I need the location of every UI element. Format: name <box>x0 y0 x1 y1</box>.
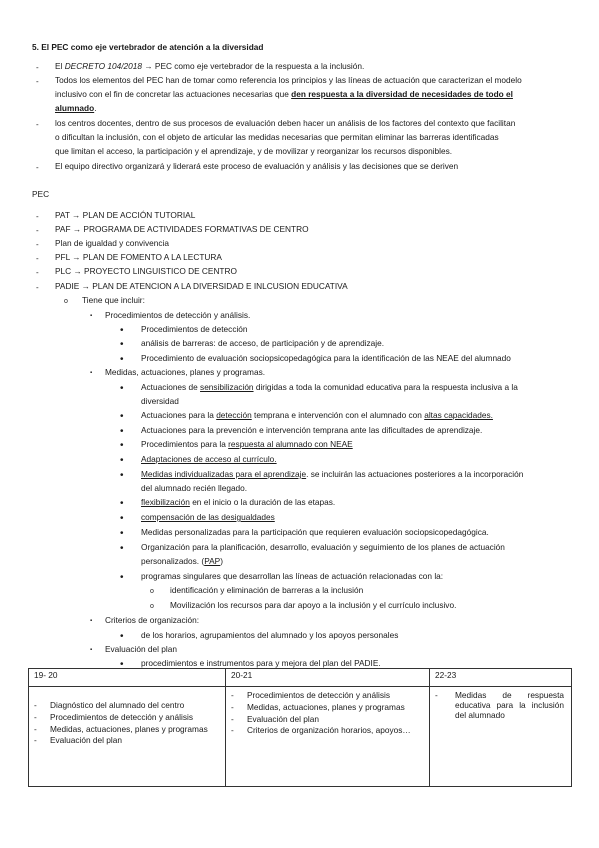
table-cell <box>430 687 572 787</box>
dash-bullet: - <box>36 77 39 86</box>
dash-bullet: - <box>36 240 39 249</box>
timeline-table <box>28 668 572 787</box>
intro-line: El equipo directivo organizará y liderará este proceso de evaluación y análisis y las decisiones que se deriven <box>55 161 459 171</box>
dot-bullet: • <box>120 470 124 481</box>
dash-bullet: - <box>36 283 39 292</box>
plan-item: PADIE → PLAN DE ATENCION A LA DIVERSIDAD E INLCUSION EDUCATIVA <box>55 281 348 291</box>
square-bullet: ▪ <box>90 647 93 653</box>
intro-line: inclusivo con el fin de concretar las actuaciones necesarias que den respuesta a la diversidad de necesidades de todo el <box>55 89 513 99</box>
dash-bullet: - <box>36 212 39 221</box>
list-item: - Diagnóstico del alumnado del centro <box>34 700 185 710</box>
medida-item-cont: personalizados. (PAP) <box>141 556 223 566</box>
medida-item: Adaptaciones de acceso al currículo. <box>141 454 277 464</box>
sub-item: Movilización los recursos para dar apoyo a la inclusión y el currículo inclusivo. <box>170 600 457 610</box>
plan-item: Plan de igualdad y convivencia <box>55 238 169 248</box>
square-bullet: ▪ <box>90 370 93 376</box>
proc-item: Procedimiento de evaluación sociopsicopedagógica para la identificación de las NEAE del alumnado <box>141 353 511 363</box>
plan-item: PLC → PROYECTO LINGUISTICO DE CENTRO <box>55 266 237 276</box>
list-item: - Medidas, actuaciones, planes y programas <box>231 701 405 712</box>
medida-item: Actuaciones para la prevención e intervención temprana ante las dificultades de aprendizaje. <box>141 425 483 435</box>
dash-bullet: - <box>36 163 39 172</box>
medida-item: Medidas individualizadas para el aprendizaje. se incluirán las actuaciones posteriores a la incorporación <box>141 469 524 479</box>
table-header-cell: 20-21 <box>226 669 430 687</box>
medida-item: Actuaciones de sensibilización dirigidas a toda la comunidad educativa para la respuesta inclusiva a la <box>141 382 518 392</box>
proc-item: análisis de barreras: de acceso, de participación y de aprendizaje. <box>141 338 385 348</box>
underlined-term: sensibilización <box>200 382 254 392</box>
dot-bullet: • <box>120 572 124 583</box>
list-item: - Medidas de respuesta educativa para la inclusión del alumnado <box>435 690 564 720</box>
list-item: - Procedimientos de detección y análisis <box>34 711 193 722</box>
criterios-title: Criterios de organización: <box>105 615 200 625</box>
dot-bullet: • <box>120 426 124 437</box>
medida-item-cont: del alumnado recién llegado. <box>141 483 248 493</box>
underlined-term: flexibilización <box>141 497 190 507</box>
plan-item: PAT → PLAN DE ACCIÓN TUTORIAL <box>55 210 196 220</box>
table-header-cell: 19- 20 <box>29 669 226 687</box>
circle-bullet: o <box>150 588 154 595</box>
dot-bullet: • <box>120 354 124 365</box>
underlined-term: Medidas individualizadas para el aprendizaje <box>141 469 307 479</box>
medida-item: Medidas personalizadas para la participación que requieren evaluación sociopsicopedagógica. <box>141 527 489 537</box>
medida-item: compensación de las desigualdades <box>141 512 275 522</box>
dot-bullet: • <box>120 543 124 554</box>
dot-bullet: • <box>120 411 124 422</box>
proc-item: Procedimientos de detección <box>141 324 248 334</box>
dot-bullet: • <box>120 325 124 336</box>
criterios-item: de los horarios, agrupamientos del alumnado y los apoyos personales <box>141 630 399 640</box>
dash-bullet: - <box>36 120 39 129</box>
table-cell <box>29 687 226 787</box>
dot-bullet: • <box>120 631 124 642</box>
medida-item: Organización para la planificación, desarrollo, evaluación y seguimiento de los planes de actuación <box>141 542 505 552</box>
underlined-term: altas capacidades. <box>424 410 493 420</box>
table-header-cell: 22-23 <box>430 669 572 687</box>
decree-reference: DECRETO 104/2018 <box>64 61 143 71</box>
list-item: - Procedimientos de detección y análisis <box>231 690 390 700</box>
table-cell <box>226 687 430 787</box>
emphasis-text: alumnado <box>55 103 95 113</box>
dot-bullet: • <box>120 513 124 524</box>
intro-line: alumnado. <box>55 103 97 113</box>
underlined-term: respuesta al alumnado con NEAE <box>228 439 353 449</box>
circle-bullet: o <box>64 298 68 305</box>
section-title: 5. El PEC como eje vertebrador de atención a la diversidad <box>32 42 264 52</box>
intro-line: los centros docentes, dentro de sus procesos de evaluación deben hacer un análisis de los factores del contexto que facilitan <box>55 118 516 128</box>
dot-bullet: • <box>120 383 124 394</box>
list-item: - Evaluación del plan <box>231 713 319 724</box>
dash-bullet: - <box>36 268 39 277</box>
tiene-heading: Tiene que incluir: <box>82 295 145 305</box>
medida-item: Procedimientos para la respuesta al alumnado con NEAE <box>141 439 353 449</box>
list-item: - Medidas, actuaciones, planes y programas <box>34 723 208 734</box>
circle-bullet: o <box>150 603 154 610</box>
underlined-term: detección <box>216 410 252 420</box>
intro-line: o dificultan la inclusión, con el objeto de articular las medidas necesarias que permitan eliminar las barreras identificadas <box>55 132 499 142</box>
dot-bullet: • <box>120 440 124 451</box>
pec-label: PEC <box>32 189 50 199</box>
emphasis-text: den respuesta a la diversidad de necesidades de todo el <box>291 89 513 99</box>
dot-bullet: • <box>120 339 124 350</box>
list-item: - Evaluación del plan <box>34 735 122 746</box>
dot-bullet: • <box>120 455 124 466</box>
medida-item: programas singulares que desarrollan las líneas de actuación relacionadas con la: <box>141 571 444 581</box>
proc-title: Procedimientos de detección y análisis. <box>105 310 251 320</box>
intro-line: que limitan el acceso, la participación y el aprendizaje, y de movilizar y reorganizar los recursos disponibles. <box>55 146 453 156</box>
square-bullet: ▪ <box>90 313 93 319</box>
medida-item: flexibilización en el inicio o la duración de las etapas. <box>141 497 336 507</box>
dash-bullet: - <box>36 226 39 235</box>
intro-decree-line: El DECRETO 104/2018 → PEC como eje vertebrador de la respuesta a la inclusión. <box>55 61 365 71</box>
underlined-term: PAP <box>204 556 221 566</box>
medidas-title: Medidas, actuaciones, planes y programas. <box>105 367 266 377</box>
medida-item-cont: diversidad <box>141 396 179 406</box>
evaluacion-item: procedimientos e instrumentos para y mejora del plan del PADIE. <box>141 658 381 668</box>
dot-bullet: • <box>120 498 124 509</box>
square-bullet: ▪ <box>90 618 93 624</box>
list-item: - Criterios de organización horarios, apoyos… <box>231 725 411 736</box>
sub-item: identificación y eliminación de barreras a la inclusión <box>170 585 364 595</box>
evaluacion-title: Evaluación del plan <box>105 644 177 654</box>
intro-line: Todos los elementos del PEC han de tomar como referencia los principios y las líneas de actuación que caracterizan el modelo <box>55 75 522 85</box>
plan-item: PAF → PROGRAMA DE ACTIVIDADES FORMATIVAS DE CENTRO <box>55 224 309 234</box>
plan-item: PFL → PLAN DE FOMENTO A LA LECTURA <box>55 252 222 262</box>
dot-bullet: • <box>120 528 124 539</box>
dash-bullet: - <box>36 63 39 72</box>
dash-bullet: - <box>36 254 39 263</box>
dot-bullet: • <box>120 659 124 670</box>
medida-item: Actuaciones para la detección temprana e intervención con el alumnado con altas capacidades. <box>141 410 493 420</box>
